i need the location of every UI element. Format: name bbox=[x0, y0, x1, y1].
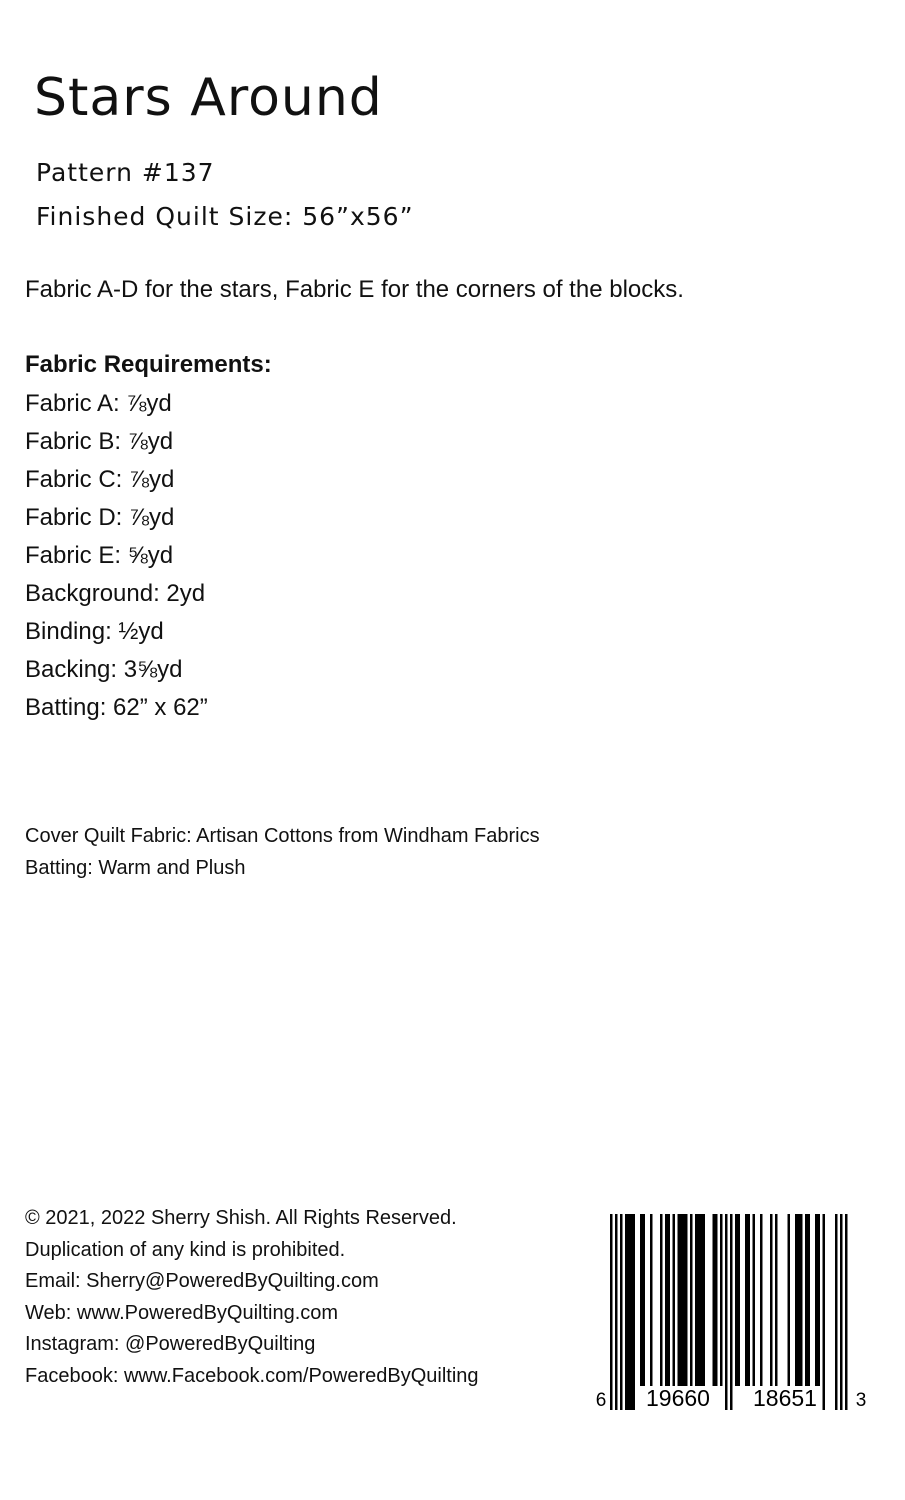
barcode-bar bbox=[673, 1214, 676, 1386]
barcode-bar bbox=[730, 1214, 733, 1410]
credit-batting: Batting: Warm and Plush bbox=[25, 857, 246, 879]
requirement-fabric-e: Fabric E: ⅝yd bbox=[25, 542, 174, 569]
barcode-bar bbox=[840, 1214, 843, 1410]
barcode-bar bbox=[625, 1214, 635, 1410]
barcode-digit-check: 3 bbox=[855, 1390, 867, 1410]
finished-quilt-size: Finished Quilt Size: 56”x56” bbox=[36, 202, 414, 231]
contact-facebook: Facebook: www.Facebook.com/PoweredByQuilting bbox=[25, 1364, 479, 1387]
barcode-bar bbox=[745, 1214, 750, 1386]
barcode-bar bbox=[620, 1214, 623, 1410]
intro-text: Fabric A-D for the stars, Fabric E for the corners of the blocks. bbox=[25, 276, 684, 303]
requirement-fabric-b: Fabric B: ⅞yd bbox=[25, 428, 174, 455]
barcode-bar bbox=[760, 1214, 763, 1386]
footer-info bbox=[25, 1204, 479, 1393]
barcode-bar bbox=[823, 1214, 826, 1410]
pattern-title: Stars Around bbox=[34, 68, 383, 128]
contact-web: Web: www.PoweredByQuilting.com bbox=[25, 1301, 339, 1324]
barcode-bar bbox=[650, 1214, 653, 1386]
requirement-backing: Backing: 3⅝yd bbox=[25, 656, 183, 683]
barcode-bar bbox=[753, 1214, 756, 1386]
barcode-bar bbox=[805, 1214, 810, 1386]
barcode-bar bbox=[665, 1214, 670, 1386]
requirement-fabric-c: Fabric C: ⅞yd bbox=[25, 466, 175, 493]
contact-email: Email: Sherry@PoweredByQuilting.com bbox=[25, 1270, 379, 1292]
barcode-bar bbox=[610, 1214, 613, 1410]
barcode-bar bbox=[690, 1214, 693, 1386]
barcode-graphic bbox=[595, 1210, 870, 1410]
requirement-batting: Batting: 62” x 62” bbox=[25, 694, 208, 721]
barcode-digits-right: 18651 bbox=[753, 1385, 817, 1410]
barcode-bar bbox=[720, 1214, 723, 1386]
barcode-digit-system: 6 bbox=[595, 1390, 607, 1410]
requirements-heading: Fabric Requirements: bbox=[25, 351, 272, 378]
barcode-bar bbox=[678, 1214, 688, 1386]
barcode-bar bbox=[640, 1214, 645, 1386]
credits-list bbox=[25, 822, 540, 886]
barcode-bar bbox=[775, 1214, 778, 1386]
requirement-binding: Binding: ½yd bbox=[25, 618, 164, 645]
barcode-bar bbox=[713, 1214, 718, 1386]
barcode-bar bbox=[845, 1214, 848, 1410]
barcode-bar bbox=[725, 1214, 728, 1410]
credit-cover-fabric: Cover Quilt Fabric: Artisan Cottons from Windham Fabrics bbox=[25, 825, 540, 847]
copyright-notice: © 2021, 2022 Sherry Shish. All Rights Reserved. bbox=[25, 1207, 457, 1229]
duplication-notice: Duplication of any kind is prohibited. bbox=[25, 1238, 346, 1261]
requirement-fabric-a: Fabric A: ⅞yd bbox=[25, 390, 172, 417]
requirements-list bbox=[25, 389, 208, 731]
barcode-bar bbox=[615, 1214, 618, 1410]
barcode-bar bbox=[660, 1214, 663, 1386]
barcode-bar bbox=[788, 1214, 791, 1386]
barcode-bar bbox=[835, 1214, 838, 1410]
requirement-background: Background: 2yd bbox=[25, 580, 206, 607]
barcode-bar bbox=[735, 1214, 740, 1386]
contact-instagram: Instagram: @PoweredByQuilting bbox=[25, 1333, 316, 1355]
barcode-bar bbox=[770, 1214, 773, 1386]
barcode-digits-left: 19660 bbox=[646, 1385, 710, 1410]
barcode-bar bbox=[815, 1214, 820, 1386]
pattern-number: Pattern #137 bbox=[36, 158, 215, 187]
barcode bbox=[595, 1210, 870, 1410]
requirement-fabric-d: Fabric D: ⅞yd bbox=[25, 504, 175, 531]
barcode-bar bbox=[795, 1214, 803, 1386]
barcode-bar bbox=[695, 1214, 705, 1386]
